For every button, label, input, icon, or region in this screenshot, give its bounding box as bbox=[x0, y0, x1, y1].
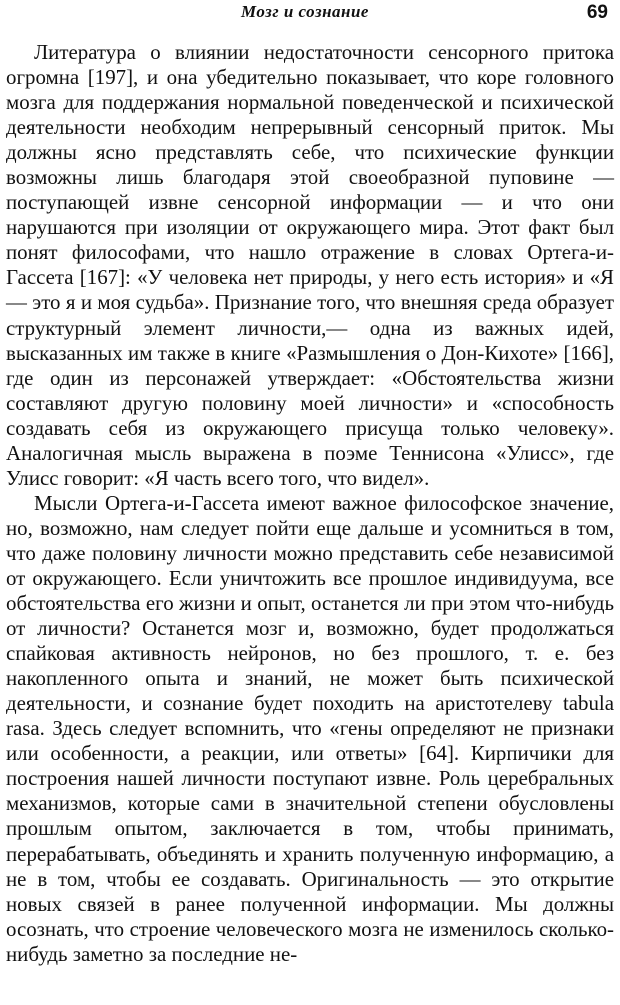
running-title: Мозг и сознание bbox=[241, 2, 369, 21]
main-text bbox=[6, 40, 614, 967]
paragraph: Литература о влиянии недостаточности сенсорного притока огромна [197], и она убедительно показывает, что коре головного мозга для поддержания нормальной поведенческой и психической деятельности необходим непрерывный сенсорный приток. Мы должны ясно представлять себе, что психические функции возможны лишь благодаря этой своеобразной пуповине — поступающей извне сенсорной информации — и что они нарушаются при изоляции от окружающего мира. Этот факт был понят философами, что нашло отражение в словах Ортега-и-Гассета [167]: «У человека нет природы, у него есть история» и «Я — это я и моя судьба». Признание того, что внешняя среда образует структурный элемент личности,— одна из важных идей, высказанных им также в книге «Размышления о Дон-Кихоте» [166], где один из персонажей утверждает: «Обстоятельства жизни составляют другую половину моей личности» и «способность создавать себя из окружающего присуща только человеку». Аналогичная мысль выражена в поэме Теннисона «Улисс», где Улисс говорит: «Я часть всего того, что видел». bbox=[6, 40, 614, 490]
paragraph: Мысли Ортега-и-Гассета имеют важное философское значение, но, возможно, нам следует пойти еще дальше и усомниться в том, что даже половину личности можно представить себе независимой от окружающего. Если уничтожить все прошлое индивидуума, все обстоятельства его жизни и опыт, останется ли при этом что-нибудь от личности? Останется мозг и, возможно, будет продолжаться спайковая активность нейронов, но без прошлого, т. е. без накопленного опыта и знаний, не может быть психической деятельности, и сознание будет походить на аристотелеву tabula rasa. Здесь следует вспомнить, что «гены определяют не признаки или особенности, а реакции, или ответы» [64]. Кирпичики для построения нашей личности поступают извне. Роль церебральных механизмов, которые сами в значительной степени обусловлены прошлым опытом, заключается в том, чтобы принимать, перерабатывать, объединять и хранить полученную информацию, а не в том, чтобы ее создавать. Оригинальность — это открытие новых связей в ранее полученной информации. Мы должны осознать, что строение человеческого мозга не изменилось сколько-нибудь заметно за последние не- bbox=[6, 490, 614, 966]
page-number: 69 bbox=[586, 2, 608, 23]
